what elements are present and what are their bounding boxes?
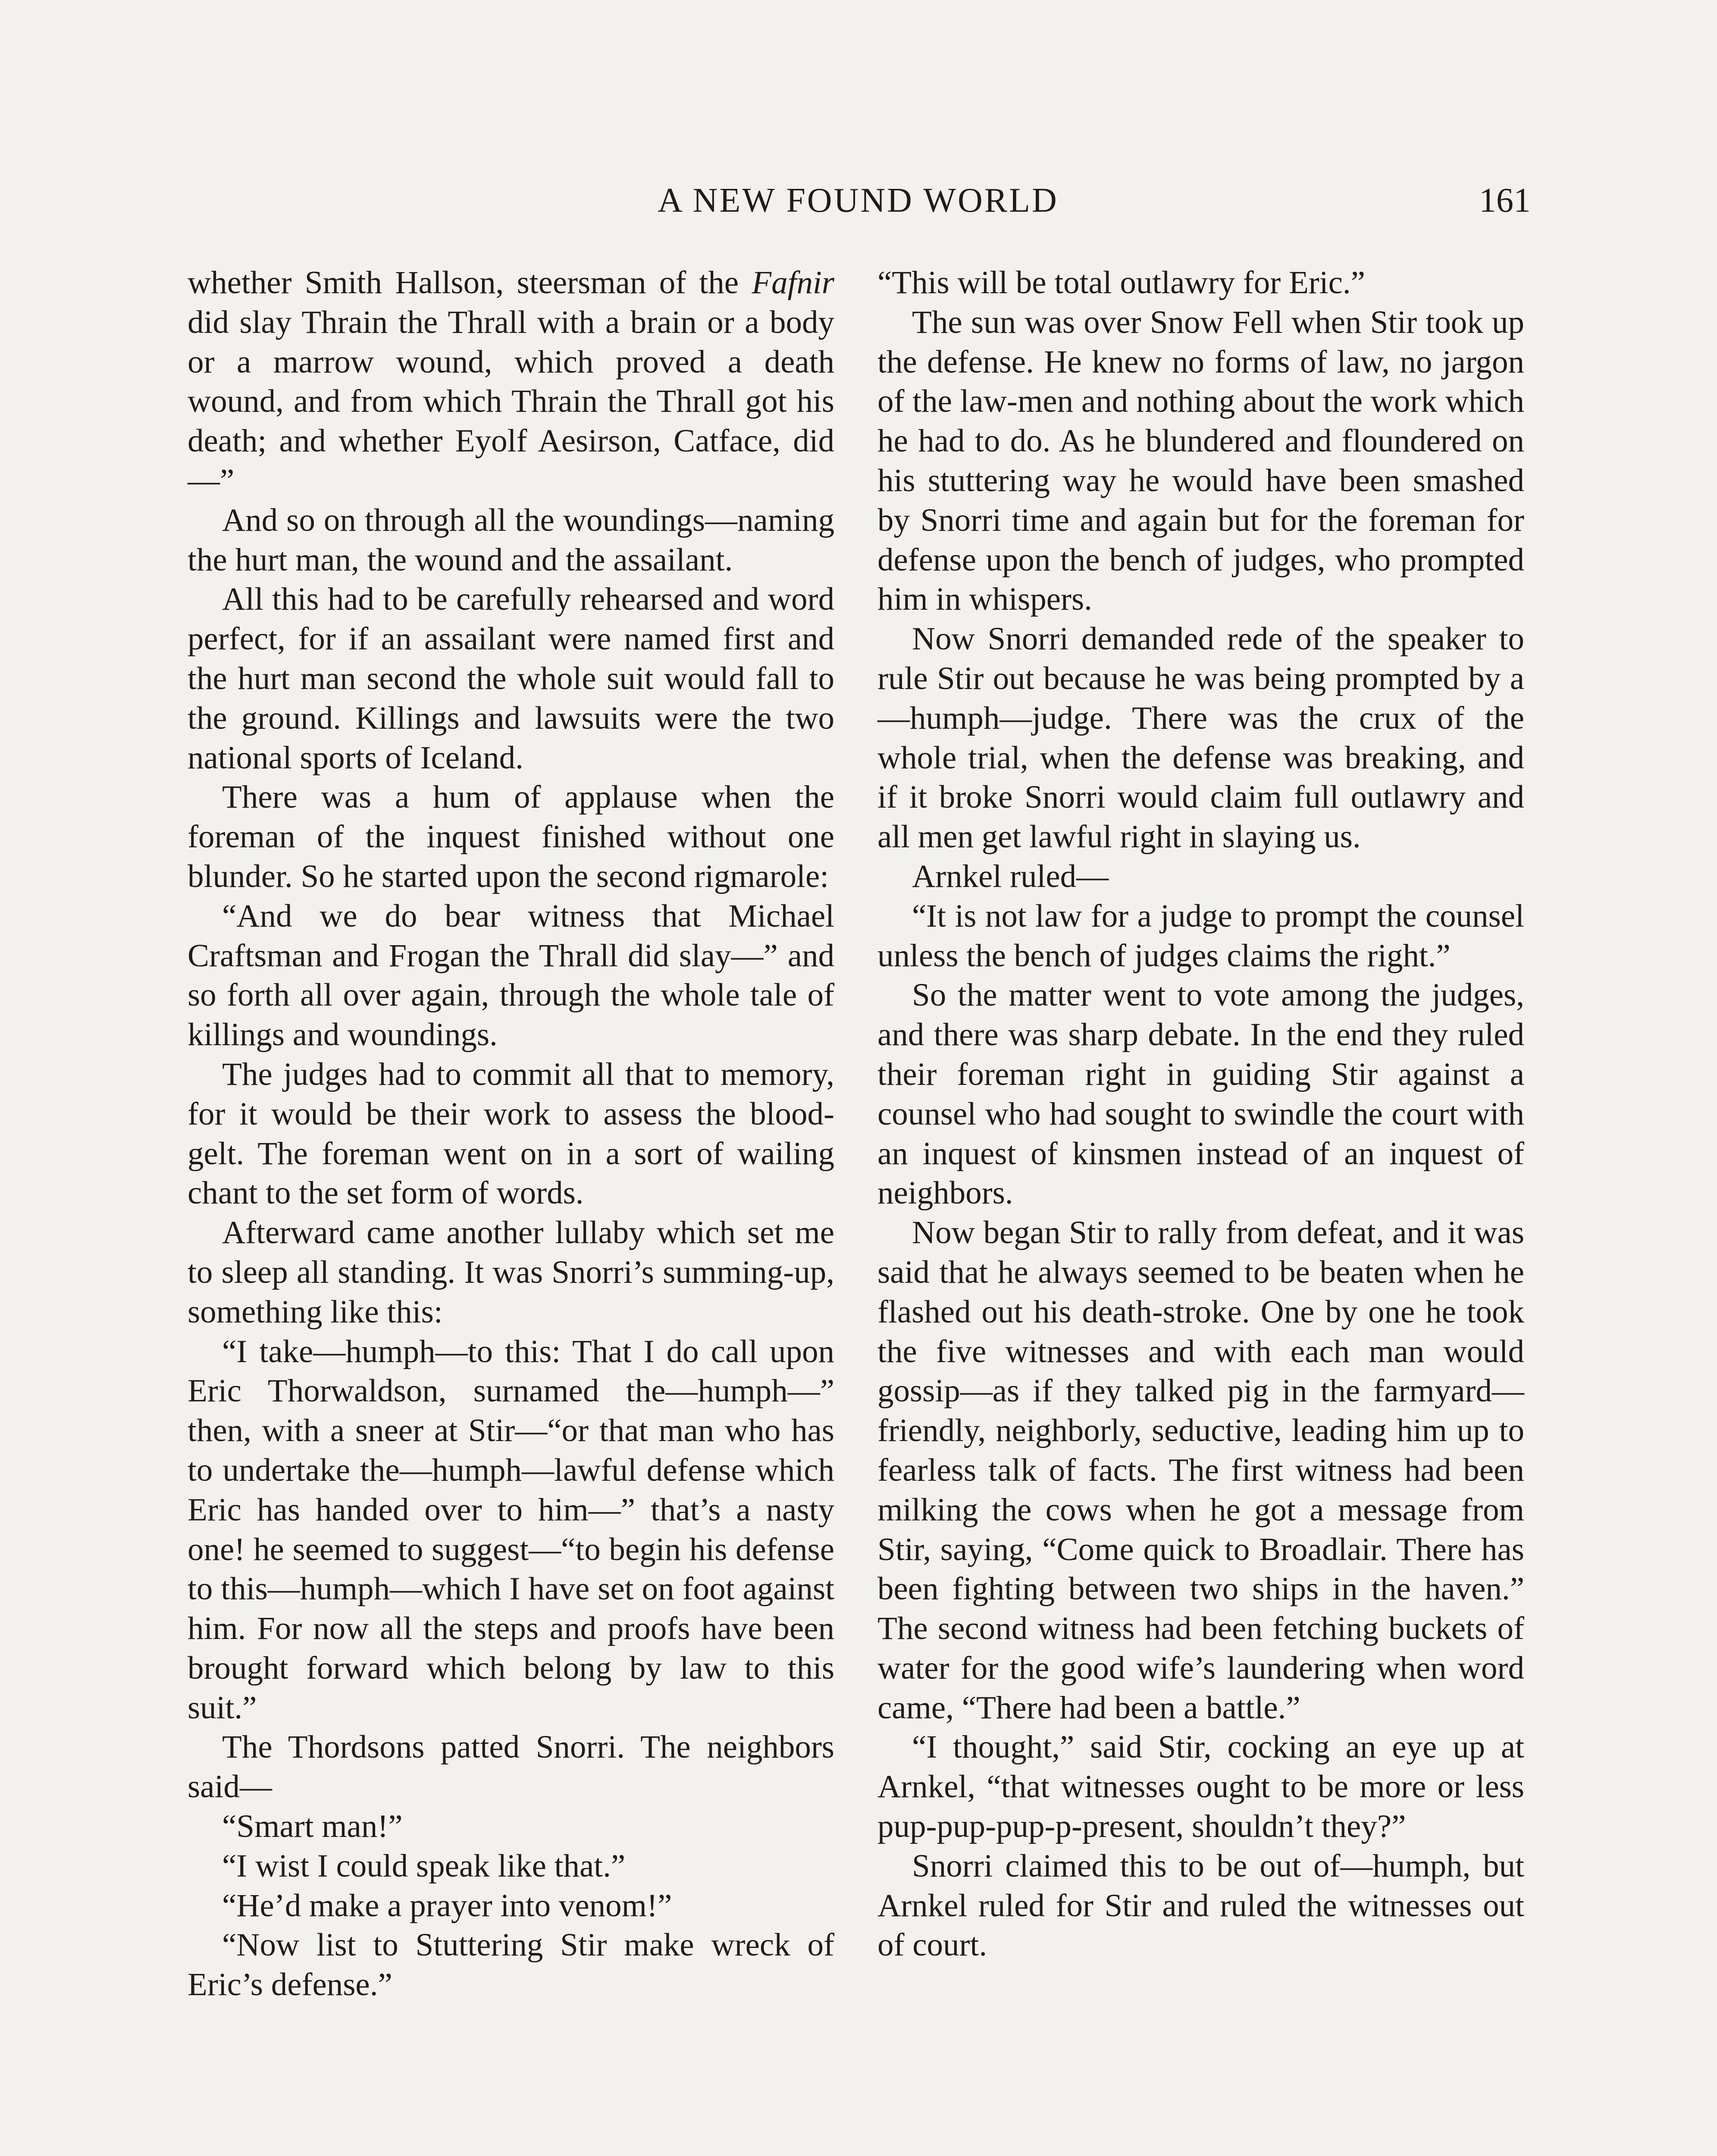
paragraph: Snorri claimed this to be out of—humph, but Arnkel ruled for Stir and ruled the witnesses out of court. [877, 1848, 1524, 1963]
page-header [185, 177, 1531, 224]
paragraph: And so on through all the woundings—naming the hurt man, the wound and the assailant. [188, 502, 834, 578]
left-column [188, 263, 834, 2005]
right-column [877, 263, 1524, 1965]
paragraph: “I thought,” said Stir, cocking an eye up at Arnkel, “that witnesses ought to be more or less pup-pup-pup-p-present, shouldn’t they?” [877, 1729, 1524, 1845]
paragraph: “This will be total outlawry for Eric.” [877, 265, 1365, 301]
paragraph: Arnkel ruled— [912, 858, 1109, 894]
paragraph: So the matter went to vote among the judges, and there was sharp debate. In the end they ruled their foreman right in guiding Stir against a counsel who had sought to swindle the court with an inquest of kinsmen instead of an inquest of neighbors. [877, 977, 1524, 1211]
paragraph: “It is not law for a judge to prompt the counsel unless the bench of judges claims the right.” [877, 898, 1524, 974]
paragraph: The sun was over Snow Fell when Stir took up the defense. He knew no forms of law, no jargon of the law-men and nothing about the work which he had to do. As he blundered and floundered on his stuttering way he would have been smashed by Snorri time and again but for the foreman for defense upon the bench of judges, who prompted him in whispers. [877, 304, 1524, 617]
ship-name: Fafnir [752, 265, 834, 301]
paragraph: “I wist I could speak like that.” [222, 1848, 626, 1884]
paragraph: “And we do bear witness that Michael Craftsman and Frogan the Thrall did slay—” and so forth all over again, through the whole tale of killings and woundings. [188, 898, 834, 1053]
page-number: 161 [1479, 182, 1531, 219]
paragraph: Now Snorri demanded rede of the speaker to rule Stir out because he was being prompted by a—humph—judge. There was the crux of the whole trial, when the defense was breaking, and if it broke Snorri would claim full outlawry and all men get lawful right in slaying us. [877, 621, 1524, 855]
paragraph: Now began Stir to rally from defeat, and it was said that he always seemed to be beaten when he flashed out his death-stroke. One by one he took the five witnesses and with each man would gossip—as if they talked pig in the farmyard—friendly, neighborly, seductive, leading him up to fearless talk of facts. The first witness had been milking the cows when he got a message from Stir, saying, “Come quick to Broadlair. There has been fighting between two ships in the haven.” The second witness had been fetching buckets of water for the good wife’s laundering when word came, “There had been a battle.” [877, 1215, 1524, 1726]
text-run: whether Smith Hallson, steersman of the [188, 265, 752, 301]
paragraph: “Now list to Stuttering Stir make wreck of Eric’s defense.” [188, 1927, 834, 2003]
text-run: did slay Thrain the Thrall with a brain or a body or a marrow wound, which proved a death wound, and from which Thrain the Thrall got his death; and whether Eyolf Aesirson, Catface, did—” [188, 304, 834, 498]
paragraph: “He’d make a prayer into venom!” [222, 1887, 672, 1924]
paragraph: The judges had to commit all that to memory, for it would be their work to assess the blood-gelt. The foreman went on in a sort of wailing chant to the set form of words. [188, 1056, 834, 1211]
paragraph: All this had to be carefully rehearsed and word perfect, for if an assailant were named first and the hurt man second the whole suit would fall to the ground. Killings and lawsuits were the two national sports of Iceland. [188, 581, 834, 776]
paragraph: There was a hum of applause when the foreman of the inquest finished without one blunder. So he started upon the second rigmarole: [188, 779, 834, 894]
running-title: A NEW FOUND WORLD [658, 182, 1059, 219]
paragraph: “I take—humph—to this: That I do call upon Eric Thorwaldson, surnamed the—humph—” then, with a sneer at Stir—“or that man who has to undertake the—humph—lawful defense which Eric has handed over to him—” that’s a nasty one! he seemed to suggest—“to begin his defense to this—humph—which I have set on foot against him. For now all the steps and proofs have been brought forward which belong by law to this suit.” [188, 1333, 834, 1726]
paragraph: Afterward came another lullaby which set me to sleep all standing. It was Snorri’s summing-up, something like this: [188, 1215, 834, 1330]
paragraph: The Thordsons patted Snorri. The neighbors said— [188, 1729, 834, 1805]
paragraph [188, 263, 834, 501]
paragraph: “Smart man!” [222, 1808, 403, 1845]
